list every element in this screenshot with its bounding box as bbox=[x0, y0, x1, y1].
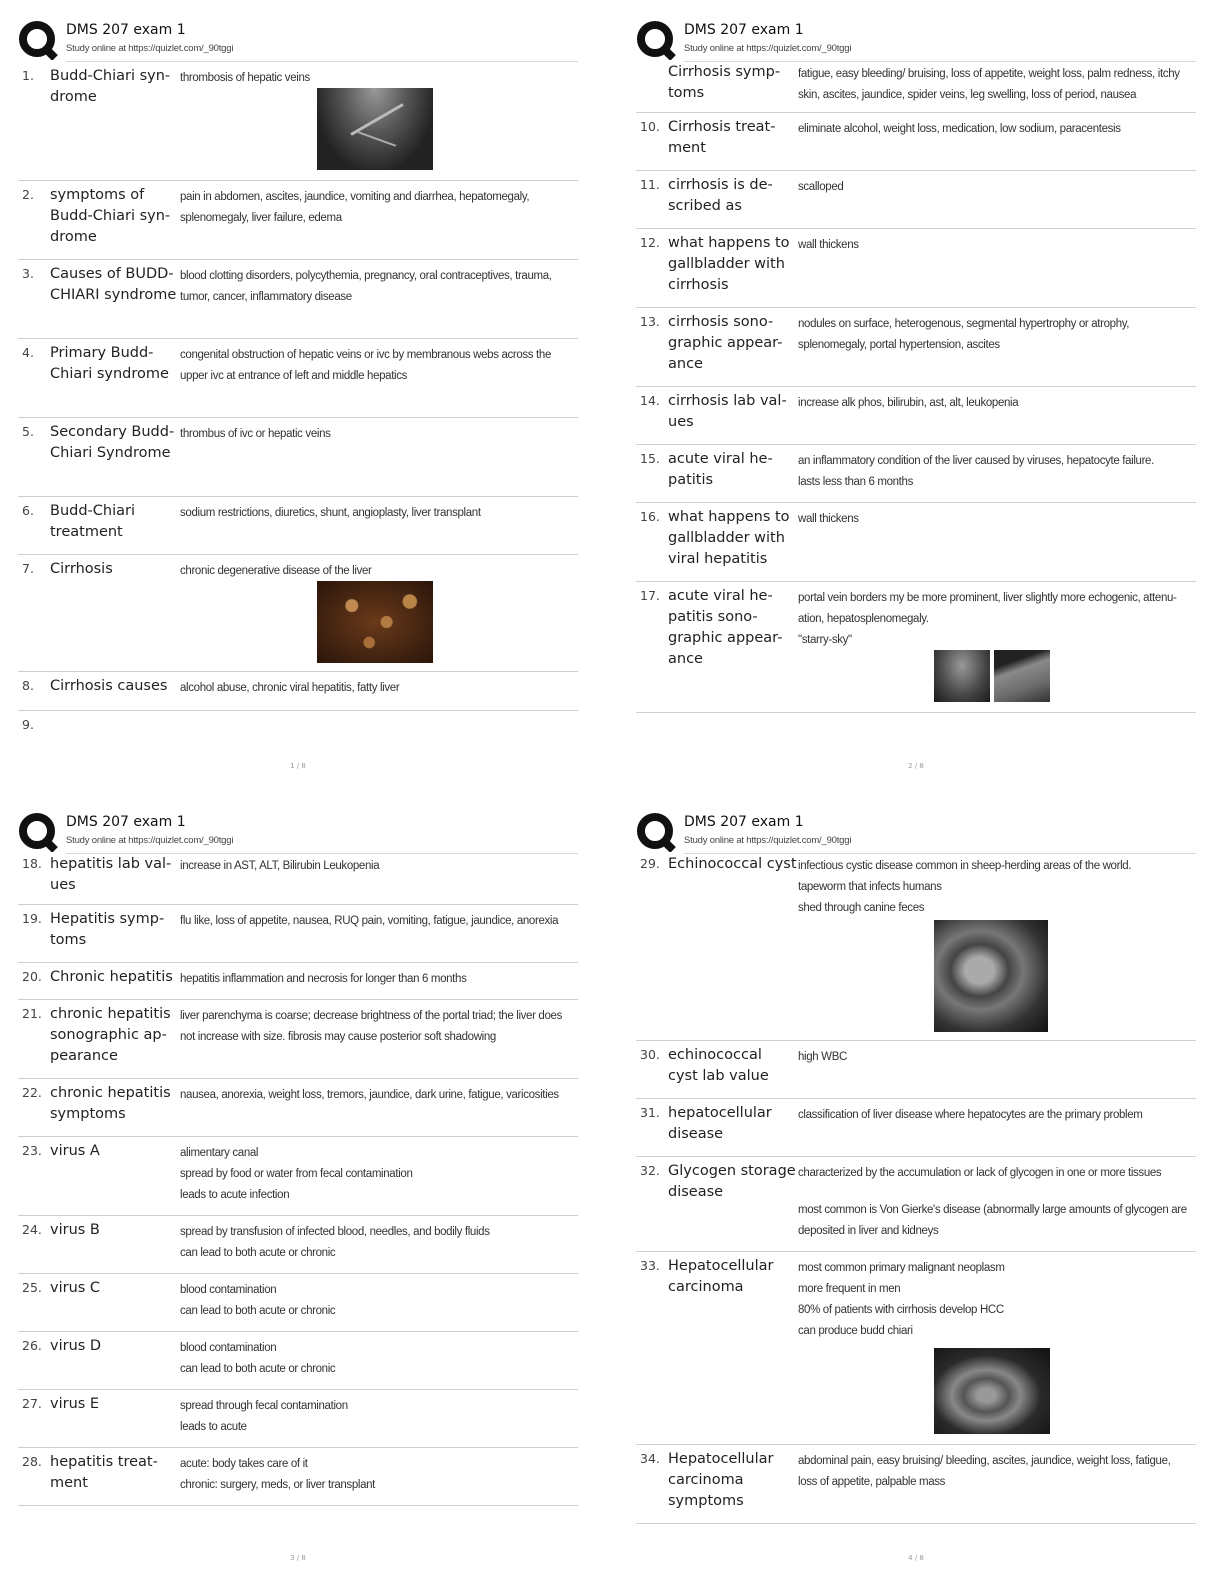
row-term: Hepatocellular carcinoma symptoms bbox=[668, 1451, 774, 1509]
page-1 bbox=[18, 18, 578, 778]
card-row bbox=[18, 1000, 578, 1079]
card-row bbox=[636, 308, 1196, 387]
card-row bbox=[18, 418, 578, 497]
page-header bbox=[18, 810, 578, 854]
row-term: Budd-Chiari syn-drome bbox=[50, 68, 171, 105]
row-term: hepatitis treat-ment bbox=[50, 1454, 158, 1491]
card-row bbox=[18, 905, 578, 963]
row-number: 14. bbox=[640, 393, 660, 408]
row-definition: alimentary canal spread by food or water from fecal contamination leads to acute infection bbox=[180, 1147, 413, 1201]
row-number: 4. bbox=[22, 345, 34, 360]
card-row bbox=[18, 1390, 578, 1448]
card-row bbox=[18, 62, 578, 181]
row-term: Cirrhosis symp-toms bbox=[668, 64, 781, 101]
row-number: 3. bbox=[22, 266, 34, 281]
row-term: Primary Budd-Chiari syndrome bbox=[50, 345, 169, 382]
page-number: 3 / 8 bbox=[290, 1554, 306, 1562]
card-row bbox=[18, 497, 578, 555]
card-row bbox=[636, 387, 1196, 445]
row-term: what happens to gallbladder with cirrhosis bbox=[668, 235, 790, 293]
row-term: Cirrhosis treat-ment bbox=[668, 119, 776, 156]
row-term: Glycogen storage disease bbox=[668, 1163, 796, 1200]
row-number: 9. bbox=[22, 717, 34, 732]
row-term: Cirrhosis causes bbox=[50, 678, 168, 694]
row-term: Hepatocellular carcinoma bbox=[668, 1258, 774, 1295]
document-title: DMS 207 exam 1 bbox=[684, 22, 804, 38]
row-term: chronic hepatitis symptoms bbox=[50, 1085, 171, 1122]
row-number: 22. bbox=[22, 1085, 42, 1100]
row-number: 26. bbox=[22, 1338, 42, 1353]
row-term: Chronic hepatitis bbox=[50, 969, 173, 985]
row-term: Causes of BUDD-CHIARI syndrome bbox=[50, 266, 177, 303]
page-header bbox=[636, 18, 1196, 62]
row-definition: thrombus of ivc or hepatic veins bbox=[180, 428, 331, 440]
quizlet-logo-icon bbox=[636, 20, 676, 60]
document-title: DMS 207 exam 1 bbox=[66, 22, 186, 38]
card-row bbox=[636, 113, 1196, 171]
row-definition: nausea, anorexia, weight loss, tremors, jaundice, dark urine, fatigue, varicosities bbox=[180, 1089, 559, 1101]
row-number: 18. bbox=[22, 856, 42, 871]
card-row bbox=[636, 1157, 1196, 1252]
row-term: Echinococcal cyst bbox=[668, 856, 797, 872]
row-number: 13. bbox=[640, 314, 660, 329]
card-row bbox=[636, 850, 1196, 1041]
row-definition: blood clotting disorders, polycythemia, pregnancy, oral contraceptives, trauma, tumor, cancer, inflammatory disease bbox=[180, 270, 552, 303]
row-definition: eliminate alcohol, weight loss, medication, low sodium, paracentesis bbox=[798, 123, 1121, 135]
row-term: symptoms of Budd-Chiari syn-drome bbox=[50, 187, 171, 245]
row-number: 33. bbox=[640, 1258, 660, 1273]
page-2 bbox=[636, 18, 1196, 778]
ultrasound-image bbox=[317, 88, 433, 170]
card-row bbox=[18, 850, 578, 905]
card-row bbox=[636, 582, 1196, 713]
row-definition: acute: body takes care of it chronic: surgery, meds, or liver transplant bbox=[180, 1458, 376, 1491]
row-definition: wall thickens bbox=[798, 239, 859, 251]
row-number: 23. bbox=[22, 1143, 42, 1158]
card-row bbox=[18, 1274, 578, 1332]
row-definition: alcohol abuse, chronic viral hepatitis, fatty liver bbox=[180, 682, 400, 694]
row-term: acute viral he-patitis sono-graphic appear-ance bbox=[668, 588, 783, 667]
row-number: 29. bbox=[640, 856, 660, 871]
row-number: 8. bbox=[22, 678, 34, 693]
row-term: Hepatitis symp-toms bbox=[50, 911, 165, 948]
row-term: cirrhosis is de-scribed as bbox=[668, 177, 773, 214]
card-row bbox=[18, 181, 578, 260]
card-row bbox=[18, 1332, 578, 1390]
row-definition: abdominal pain, easy bruising/ bleeding, ascites, jaundice, weight loss, fatigue, loss of appetite, palpable mass bbox=[798, 1455, 1171, 1488]
row-number: 21. bbox=[22, 1006, 42, 1021]
row-term: virus C bbox=[50, 1280, 101, 1296]
row-term: hepatitis lab val-ues bbox=[50, 856, 172, 893]
card-row bbox=[636, 1252, 1196, 1445]
row-definition: flu like, loss of appetite, nausea, RUQ pain, vomiting, fatigue, jaundice, anorexia bbox=[180, 915, 559, 927]
card-row bbox=[18, 260, 578, 339]
document-subtitle: Study online at https://quizlet.com/_90tggi bbox=[684, 835, 852, 846]
row-number: 20. bbox=[22, 969, 42, 984]
card-row bbox=[636, 1041, 1196, 1099]
row-definition: congenital obstruction of hepatic veins or ivc by membranous webs across the upper ivc at entrance of left and middle hepatics bbox=[180, 349, 551, 382]
row-term: what happens to gallbladder with viral hepatitis bbox=[668, 509, 790, 567]
row-definition: wall thickens bbox=[798, 513, 859, 525]
row-term: Budd-Chiari treatment bbox=[50, 503, 135, 540]
document-subtitle: Study online at https://quizlet.com/_90tggi bbox=[66, 835, 234, 846]
ultrasound-image bbox=[934, 650, 990, 702]
row-definition: characterized by the accumulation or lack of glycogen in one or more tissues most common is Von Gierke's disease (abnormally large amounts of glycogen are deposited in liver and kidneys bbox=[798, 1167, 1187, 1237]
card-row bbox=[636, 1445, 1196, 1524]
row-number: 27. bbox=[22, 1396, 42, 1411]
row-term: virus B bbox=[50, 1222, 100, 1238]
row-number: 5. bbox=[22, 424, 34, 439]
row-term: echinococcal cyst lab value bbox=[668, 1047, 769, 1084]
row-number: 31. bbox=[640, 1105, 660, 1120]
card-row bbox=[18, 339, 578, 418]
card-row bbox=[18, 672, 578, 711]
card-row bbox=[636, 1099, 1196, 1157]
row-number: 6. bbox=[22, 503, 34, 518]
document-title: DMS 207 exam 1 bbox=[66, 814, 186, 830]
page-number: 4 / 8 bbox=[908, 1554, 924, 1562]
card-row bbox=[18, 711, 578, 741]
page-header bbox=[18, 18, 578, 62]
document-subtitle: Study online at https://quizlet.com/_90tggi bbox=[684, 43, 852, 54]
row-term: chronic hepatitis sonographic ap-pearance bbox=[50, 1006, 171, 1064]
row-term: virus D bbox=[50, 1338, 102, 1354]
row-number: 16. bbox=[640, 509, 660, 524]
row-definition: high WBC bbox=[798, 1051, 847, 1063]
card-row bbox=[18, 1137, 578, 1216]
card-row bbox=[636, 503, 1196, 582]
row-number: 32. bbox=[640, 1163, 660, 1178]
row-number: 19. bbox=[22, 911, 42, 926]
page-header bbox=[636, 810, 1196, 854]
card-row bbox=[636, 171, 1196, 229]
row-definition: most common primary malignant neoplasm more frequent in men 80% of patients with cirrhosis develop HCC can produce budd chiari bbox=[798, 1262, 1005, 1337]
page-4 bbox=[636, 810, 1196, 1570]
card-row bbox=[18, 1448, 578, 1506]
row-definition: increase in AST, ALT, Bilirubin Leukopenia bbox=[180, 860, 380, 872]
ultrasound-image bbox=[934, 1348, 1050, 1434]
cirrhotic-liver-photo bbox=[317, 581, 433, 663]
card-row bbox=[18, 963, 578, 1000]
row-term: virus E bbox=[50, 1396, 100, 1412]
row-definition: fatigue, easy bleeding/ bruising, loss of appetite, weight loss, palm redness, itchy skin, ascites, jaundice, spider veins, leg swelling, loss of period, nausea bbox=[798, 68, 1180, 101]
row-definition: spread by transfusion of infected blood, needles, and bodily fluids can lead to both acute or chronic bbox=[180, 1226, 490, 1259]
row-number: 34. bbox=[640, 1451, 660, 1466]
row-term: cirrhosis lab val-ues bbox=[668, 393, 787, 430]
card-row bbox=[636, 229, 1196, 308]
document-title: DMS 207 exam 1 bbox=[684, 814, 804, 830]
row-number: 10. bbox=[640, 119, 660, 134]
ultrasound-image bbox=[994, 650, 1050, 702]
row-definition: hepatitis inflammation and necrosis for longer than 6 months bbox=[180, 973, 467, 985]
document-subtitle: Study online at https://quizlet.com/_90tggi bbox=[66, 43, 234, 54]
row-number: 7. bbox=[22, 561, 34, 576]
row-definition: nodules on surface, heterogenous, segmental hypertrophy or atrophy, splenomegaly, portal hypertension, ascites bbox=[798, 318, 1130, 351]
row-definition: increase alk phos, bilirubin, ast, alt, leukopenia bbox=[798, 397, 1019, 409]
row-term: hepatocellular disease bbox=[668, 1105, 772, 1142]
row-definition: an inflammatory condition of the liver caused by viruses, hepatocyte failure. lasts less than 6 months bbox=[798, 455, 1154, 488]
row-definition: blood contamination can lead to both acute or chronic bbox=[180, 1284, 336, 1317]
row-term: Cirrhosis bbox=[50, 561, 113, 577]
row-number: 12. bbox=[640, 235, 660, 250]
row-definition: spread through fecal contamination leads to acute bbox=[180, 1400, 348, 1433]
ultrasound-image bbox=[934, 920, 1048, 1032]
card-row bbox=[636, 445, 1196, 503]
row-definition: thrombosis of hepatic veins bbox=[180, 72, 310, 84]
row-number: 1. bbox=[22, 68, 34, 83]
row-number: 11. bbox=[640, 177, 660, 192]
row-definition: scalloped bbox=[798, 181, 844, 193]
card-row bbox=[636, 58, 1196, 113]
row-definition: blood contamination can lead to both acute or chronic bbox=[180, 1342, 336, 1375]
quizlet-logo-icon bbox=[18, 812, 58, 852]
card-row bbox=[18, 555, 578, 672]
row-number: 25. bbox=[22, 1280, 42, 1295]
page-number: 2 / 8 bbox=[908, 762, 924, 770]
row-number: 30. bbox=[640, 1047, 660, 1062]
card-row bbox=[18, 1216, 578, 1274]
row-term: acute viral he-patitis bbox=[668, 451, 773, 488]
page-3 bbox=[18, 810, 578, 1570]
page-number: 1 / 8 bbox=[290, 762, 306, 770]
row-definition: pain in abdomen, ascites, jaundice, vomiting and diarrhea, hepatomegaly, splenomegaly, liver failure, edema bbox=[180, 191, 530, 224]
row-definition: infectious cystic disease common in sheep-herding areas of the world. tapeworm that infects humans shed through canine feces bbox=[798, 860, 1132, 914]
row-definition: sodium restrictions, diuretics, shunt, angioplasty, liver transplant bbox=[180, 507, 481, 519]
row-term: cirrhosis sono-graphic appear-ance bbox=[668, 314, 783, 372]
row-definition: portal vein borders my be more prominent, liver slightly more echogenic, attenu- ation, hepatosplenomegaly. "starry-sky" bbox=[798, 592, 1177, 646]
row-definition: classification of liver disease where hepatocytes are the primary problem bbox=[798, 1109, 1143, 1121]
row-number: 17. bbox=[640, 588, 660, 603]
row-definition: chronic degenerative disease of the liver bbox=[180, 565, 372, 577]
quizlet-logo-icon bbox=[18, 20, 58, 60]
row-number: 24. bbox=[22, 1222, 42, 1237]
row-term: Secondary Budd-Chiari Syndrome bbox=[50, 424, 175, 461]
row-number: 15. bbox=[640, 451, 660, 466]
row-number: 28. bbox=[22, 1454, 42, 1469]
row-definition: liver parenchyma is coarse; decrease brightness of the portal triad; the liver does not increase with size. fibrosis may cause posterior soft shadowing bbox=[180, 1010, 562, 1043]
card-row bbox=[18, 1079, 578, 1137]
quizlet-logo-icon bbox=[636, 812, 676, 852]
row-number: 2. bbox=[22, 187, 34, 202]
row-term: virus A bbox=[50, 1143, 100, 1159]
